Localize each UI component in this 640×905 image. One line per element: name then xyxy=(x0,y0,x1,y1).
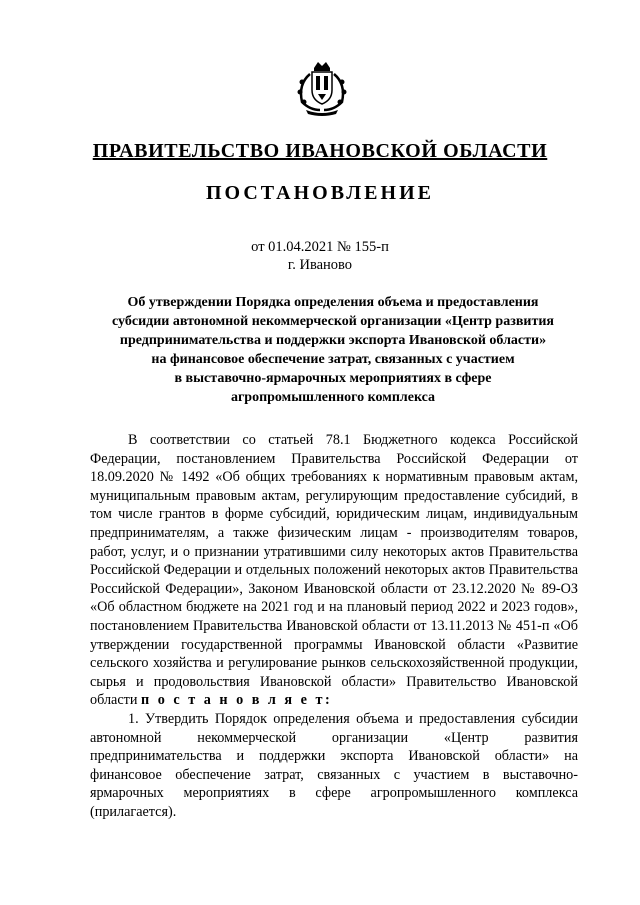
document-body xyxy=(90,431,578,821)
subject-line: на финансовое обеспечение затрат, связанных с участием xyxy=(151,352,515,367)
date-number: от 01.04.2021 № 155-п xyxy=(251,239,389,255)
resolves-word: п о с т а н о в л я е т: xyxy=(140,692,333,709)
coat-of-arms-emblem xyxy=(292,60,352,116)
subject-line: Об утверждении Порядка определения объема и предоставления xyxy=(127,295,539,310)
clause-1-paragraph: 1. Утвердить Порядок определения объема и предоставления субсидии автономной некоммерческой организации «Центр развития предпринимательства и поддержки экспорта Ивановской области» на финансовое обеспечение затрат, связанных с участием в выставочно-ярмарочных мероприятиях в сфере агропромышленного комплекса (прилагается). xyxy=(90,710,578,820)
subject-line: агропромышленного комплекса xyxy=(230,390,436,405)
city: г. Иваново xyxy=(287,257,353,273)
government-title xyxy=(0,140,640,163)
preamble-paragraph xyxy=(90,431,578,710)
document-subject xyxy=(88,293,578,407)
document-type: ПОСТАНОВЛЕНИЕ xyxy=(206,182,434,204)
subject-line: в выставочно-ярмарочных мероприятиях в сфере xyxy=(174,371,492,386)
government-name: ПРАВИТЕЛЬСТВО ИВАНОВСКОЙ ОБЛАСТИ xyxy=(92,140,548,162)
preamble-text: В соответствии со статьей 78.1 Бюджетного кодекса Российской Федерации, постановлением Правительства Российской Федерации от 18.09.2020 № 1492 «Об общих требованиях к нормативным правовым актам, муниципальным правовым актам, регулирующим предоставление субсидий, в том числе грантов в форме субсидий, юридическим лицам, индивидуальным предпринимателям, а также физическим лицам - производителям товаров, работ, услуг, и о признании утратившими силу некоторых актов Правительства Российской Федерации и отдельных положений некоторых актов Правительства Российской Федерации», Законом Ивановской области от 23.12.2020 № 89-ОЗ «Об областном бюджете на 2021 год и на плановый период 2022 и 2023 годов», постановлением Правительства Ивановской области от 13.11.2013 № 451-п «Об утверждении государственной программы Ивановской области «Развитие сельского хозяйства и регулирование рынков сельскохозяйственной продукции, сырья и продовольствия Ивановской области» Правительство Ивановской области xyxy=(90,432,578,709)
subject-line: субсидии автономной некоммерческой организации «Центр развития xyxy=(112,314,554,329)
subject-line: предпринимательства и поддержки экспорта Ивановской области» xyxy=(119,333,547,348)
date-block xyxy=(0,238,640,274)
